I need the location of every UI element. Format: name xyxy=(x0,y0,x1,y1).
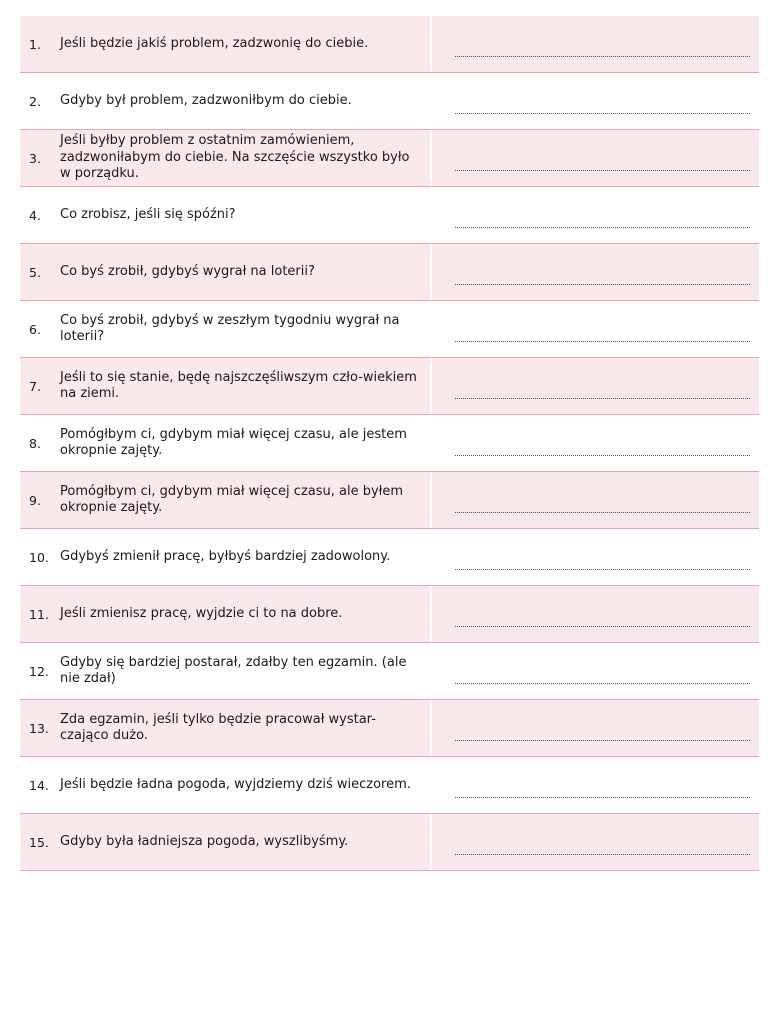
answer-field[interactable] xyxy=(430,586,759,642)
item-sentence: Gdybyś zmienił pracę, byłbyś bardziej zadowolony. xyxy=(60,548,391,564)
answer-line xyxy=(455,569,750,570)
answer-line xyxy=(455,113,750,114)
answer-line xyxy=(455,398,750,399)
answer-line xyxy=(455,284,750,285)
answer-field[interactable] xyxy=(430,415,759,471)
answer-line xyxy=(455,170,750,171)
exercise-row xyxy=(20,700,759,757)
item-sentence: Zda egzamin, jeśli tylko będzie pracował wystar-czająco dużo. xyxy=(60,711,376,743)
item-number: 8. xyxy=(29,435,41,451)
answer-field[interactable] xyxy=(430,187,759,243)
exercise-row xyxy=(20,814,759,871)
exercise-row xyxy=(20,187,759,244)
answer-line xyxy=(455,626,750,627)
item-sentence: Pomógłbym ci, gdybym miał więcej czasu, ale byłem okropnie zajęty. xyxy=(60,483,404,515)
exercise-row xyxy=(20,358,759,415)
answer-line xyxy=(455,341,750,342)
exercise-row xyxy=(20,301,759,358)
item-sentence: Jeśli będzie jakiś problem, zadzwonię do ciebie. xyxy=(60,35,369,51)
item-sentence: Co byś zrobił, gdybyś w zeszłym tygodniu wygrał na loterii? xyxy=(60,312,400,344)
exercise-row xyxy=(20,73,759,130)
item-sentence: Jeśli to się stanie, będę najszczęśliwszym czło-wiekiem na ziemi. xyxy=(60,369,417,401)
answer-field[interactable] xyxy=(430,73,759,129)
answer-line xyxy=(455,683,750,684)
item-sentence: Gdyby był problem, zadzwoniłbym do ciebie. xyxy=(60,92,352,108)
item-sentence: Gdyby się bardziej postarał, zdałby ten egzamin. (ale nie zdał) xyxy=(60,654,407,686)
answer-field[interactable] xyxy=(430,643,759,699)
answer-field[interactable] xyxy=(430,529,759,585)
item-number: 11. xyxy=(29,606,49,622)
exercise-row xyxy=(20,130,759,187)
item-sentence: Jeśli będzie ładna pogoda, wyjdziemy dziś wieczorem. xyxy=(60,776,411,792)
answer-line xyxy=(455,56,750,57)
exercise-row xyxy=(20,586,759,643)
item-sentence: Gdyby była ładniejsza pogoda, wyszlibyśmy. xyxy=(60,833,349,849)
item-number: 12. xyxy=(29,663,49,679)
item-number: 13. xyxy=(29,720,49,736)
answer-field[interactable] xyxy=(430,472,759,528)
answer-line xyxy=(455,740,750,741)
exercise-row xyxy=(20,529,759,586)
exercise-row xyxy=(20,415,759,472)
exercise-row xyxy=(20,757,759,814)
item-number: 14. xyxy=(29,777,49,793)
item-sentence: Pomógłbym ci, gdybym miał więcej czasu, ale jestem okropnie zajęty. xyxy=(60,426,407,458)
item-number: 5. xyxy=(29,264,41,280)
exercise-row xyxy=(20,472,759,529)
answer-field[interactable] xyxy=(430,700,759,756)
answer-field[interactable] xyxy=(430,814,759,870)
answer-field[interactable] xyxy=(430,16,759,72)
item-number: 6. xyxy=(29,321,41,337)
answer-line xyxy=(455,227,750,228)
item-number: 4. xyxy=(29,207,41,223)
exercise-row xyxy=(20,643,759,700)
answer-field[interactable] xyxy=(430,358,759,414)
item-sentence: Jeśli byłby problem z ostatnim zamówieniem, zadzwoniłabym do ciebie. Na szczęście wszystko było w porządku. xyxy=(60,133,410,182)
item-sentence: Jeśli zmienisz pracę, wyjdzie ci to na dobre. xyxy=(60,605,343,621)
item-number: 15. xyxy=(29,834,49,850)
item-number: 10. xyxy=(29,549,49,565)
item-sentence: Co byś zrobił, gdybyś wygrał na loterii? xyxy=(60,263,315,279)
answer-field[interactable] xyxy=(430,130,759,186)
answer-field[interactable] xyxy=(430,244,759,300)
item-sentence: Co zrobisz, jeśli się spóźni? xyxy=(60,206,236,222)
answer-line xyxy=(455,455,750,456)
exercise-row xyxy=(20,244,759,301)
answer-line xyxy=(455,512,750,513)
exercise-table xyxy=(20,16,759,871)
answer-field[interactable] xyxy=(430,757,759,813)
item-number: 9. xyxy=(29,492,41,508)
item-number: 1. xyxy=(29,36,41,52)
answer-field[interactable] xyxy=(430,301,759,357)
item-number: 3. xyxy=(29,150,41,166)
answer-line xyxy=(455,797,750,798)
item-number: 7. xyxy=(29,378,41,394)
answer-line xyxy=(455,854,750,855)
item-number: 2. xyxy=(29,93,41,109)
exercise-row xyxy=(20,16,759,73)
